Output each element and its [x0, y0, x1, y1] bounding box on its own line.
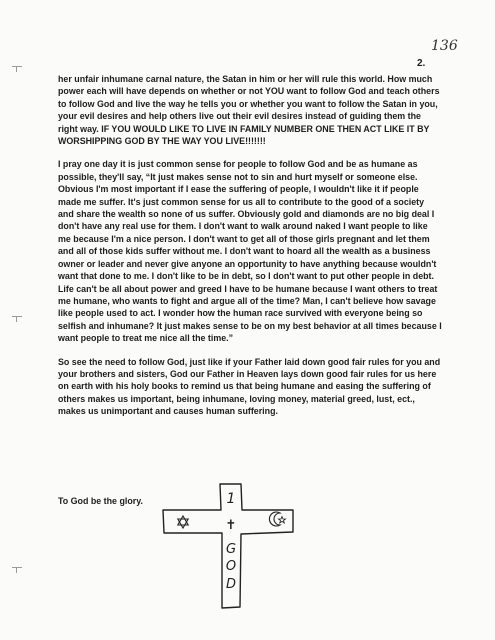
- paragraph: I pray one day it is just common sense for people to follow God and be as humane as possible, they'll say, “It just makes sense not to sin and hurt myself or someone else. Obvious I'm most important if I ease the suffering of people, I wouldn't like it if people made me suffer. It's just common sense for us all to contribute to the good of a society and share the wealth so none of us suffer. Obviously gold and diamonds are no big deal I don't have any real use for them. I don't want to walk around naked I want people to like me because I'm a nice person. I don't want to get all of those girls pregnant and let them and all of those kids suffer without me. I don't want to hoard all the wealth as a business owner or leader and never give anyone an opportunity to have anything because wouldn't want that done to me. I don't like to be in debt, so I don't want to put other people in debt. Life can't be all about power and greed I have to be humane because I want others to treat me humane, who wants to fight and argue all of the time? Man, I can't believe how savage like people used to act. I wonder how the human race survived with everyone being so selfish and inhumane? It just makes sense to be on my best behavior at all times because I want people to treat me nice all the time.”: [58, 159, 442, 344]
- cross-drawing: [160, 481, 310, 611]
- paragraph: her unfair inhumane carnal nature, the Satan in him or her will rule this world. How much power each will have depends on whether or not YOU want to follow God and teach others to follow God and live the way he tells you or whether you want to follow the Satan in you, your evil desires and help others live out their evil desires instead of guiding them the right way. IF YOU WOULD LIKE TO LIVE IN FAMILY NUMBER ONE THEN ACT LIKE IT BY WORSHIPPING GOD BY THE WAY YOU LIVE!!!!!!!: [58, 74, 440, 147]
- cross-letter: O: [225, 559, 237, 574]
- star-of-david-icon: [178, 516, 188, 528]
- punch-mark: [12, 567, 22, 569]
- paragraph: So see the need to follow God, just like if your Father laid down good fair rules for you and your brothers and sisters, God our Father in Heaven lays down good fair rules for us here on earth with his holy books to remind us that being humane and easing the suffering of others makes us important, being inhumane, loving money, material greed, lust, ect., makes us unimportant and causes human suffering.: [58, 356, 441, 417]
- punch-mark: [12, 66, 22, 68]
- cross-symbol: ✝: [225, 518, 237, 533]
- punch-mark: [12, 316, 22, 318]
- cross-letter: G: [225, 542, 237, 557]
- page-number: 2.: [417, 58, 426, 69]
- cross-letter: 1: [226, 491, 236, 507]
- cross-letter: D: [225, 577, 237, 592]
- body-text: [58, 73, 442, 429]
- handwritten-page-number: 136: [431, 38, 458, 54]
- star-and-crescent-icon: [269, 512, 285, 526]
- closing-line: To God be the glory.: [58, 496, 143, 506]
